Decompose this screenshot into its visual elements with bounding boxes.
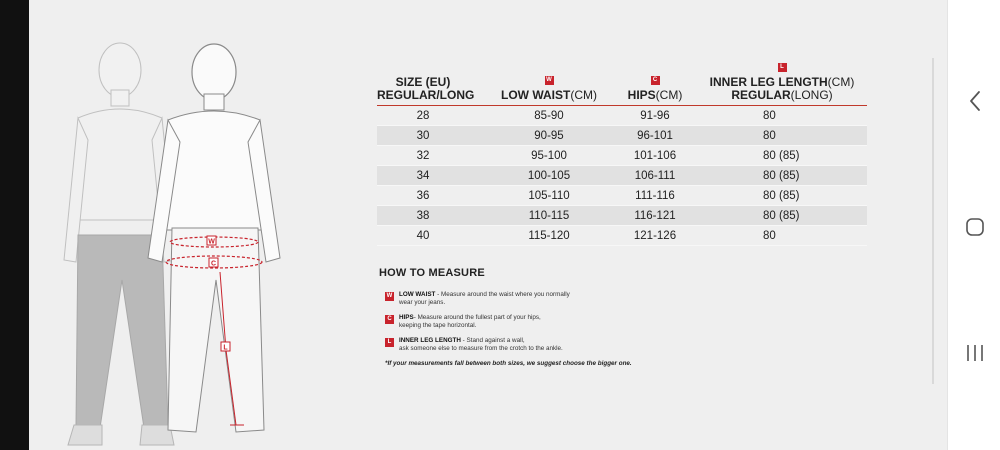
- hips-badge: C: [651, 76, 660, 85]
- cell-hips: 111-116: [635, 190, 675, 202]
- navigation-bar: [947, 0, 1000, 450]
- cell-leg: 80 (85): [763, 170, 800, 182]
- scroll-indicator: [932, 58, 934, 384]
- marker-w: W: [208, 238, 215, 246]
- leg-badge: L: [778, 63, 787, 72]
- table-row: [377, 106, 867, 126]
- step-hips: C HIPS- Measure around the fullest part of your hips, keeping the tape horizontal.: [379, 314, 879, 329]
- table-row: [377, 186, 867, 206]
- table-row: [377, 146, 867, 166]
- cell-leg: 80 (85): [763, 150, 800, 162]
- step-inner-leg: L INNER LEG LENGTH - Stand against a wall, ask someone else to measure from the crotch to the ankle.: [379, 337, 879, 352]
- left-edge-strip: [0, 0, 29, 450]
- cell-size: 34: [416, 170, 430, 182]
- cell-size: 36: [416, 190, 430, 202]
- header-low-waist: W LOW WAIST(CM): [501, 77, 597, 102]
- leg-badge: L: [385, 338, 394, 347]
- how-to-title: HOW TO MEASURE: [379, 267, 485, 279]
- cell-leg: 80 (85): [763, 190, 800, 202]
- cell-hips: 91-96: [640, 110, 670, 122]
- cell-size: 40: [416, 230, 430, 242]
- table-row: [377, 126, 867, 146]
- header-inner-leg: L INNER LEG LENGTH(CM) REGULAR(LONG): [709, 64, 855, 102]
- marker-l: L: [223, 344, 228, 352]
- cell-leg: 80 (85): [763, 210, 800, 222]
- home-button[interactable]: [948, 213, 1000, 241]
- recents-button[interactable]: [948, 339, 1000, 367]
- cell-hips: 116-121: [634, 210, 676, 222]
- back-button[interactable]: [948, 86, 1000, 116]
- header-hips: C HIPS(CM): [627, 77, 683, 102]
- table-row: [377, 206, 867, 226]
- cell-waist: 90-95: [534, 130, 564, 142]
- waist-badge: W: [386, 293, 393, 299]
- cell-hips: 101-106: [633, 150, 677, 162]
- size-note: *If your measurements fall between both sizes, we suggest choose the bigger one.: [385, 360, 632, 367]
- recents-icon: [965, 344, 985, 362]
- cell-hips: 96-101: [637, 130, 673, 142]
- cell-leg: 80: [763, 130, 776, 142]
- table-row: [377, 226, 867, 246]
- size-table: [377, 62, 867, 246]
- table-body: [377, 106, 867, 246]
- back-icon: [968, 90, 982, 112]
- marker-c: C: [210, 260, 217, 268]
- how-to-measure: [379, 267, 879, 367]
- table-row: [377, 166, 867, 186]
- cell-size: 28: [416, 110, 430, 122]
- table-header: [377, 62, 867, 106]
- cell-waist: 115-120: [528, 230, 570, 242]
- home-icon: [965, 217, 985, 237]
- cell-hips: 121-126: [633, 230, 677, 242]
- cell-leg: 80: [763, 230, 776, 242]
- step-low-waist: W LOW WAIST - Measure around the waist where you normally wear your jeans.: [386, 291, 570, 306]
- cell-waist: 100-105: [527, 170, 571, 182]
- cell-waist: 105-110: [528, 190, 570, 202]
- cell-waist: 85-90: [534, 110, 564, 122]
- cell-waist: 95-100: [531, 150, 567, 162]
- cell-size: 32: [416, 150, 430, 162]
- cell-size: 38: [416, 210, 430, 222]
- measurement-figure: [40, 30, 310, 450]
- cell-waist: 110-115: [528, 210, 570, 222]
- header-size: SIZE (EU) REGULAR/LONG: [377, 75, 475, 102]
- hips-badge: C: [385, 315, 394, 324]
- cell-hips: 106-111: [634, 170, 676, 182]
- cell-size: 30: [416, 130, 430, 142]
- cell-leg: 80: [763, 110, 776, 122]
- waist-badge: W: [546, 77, 552, 83]
